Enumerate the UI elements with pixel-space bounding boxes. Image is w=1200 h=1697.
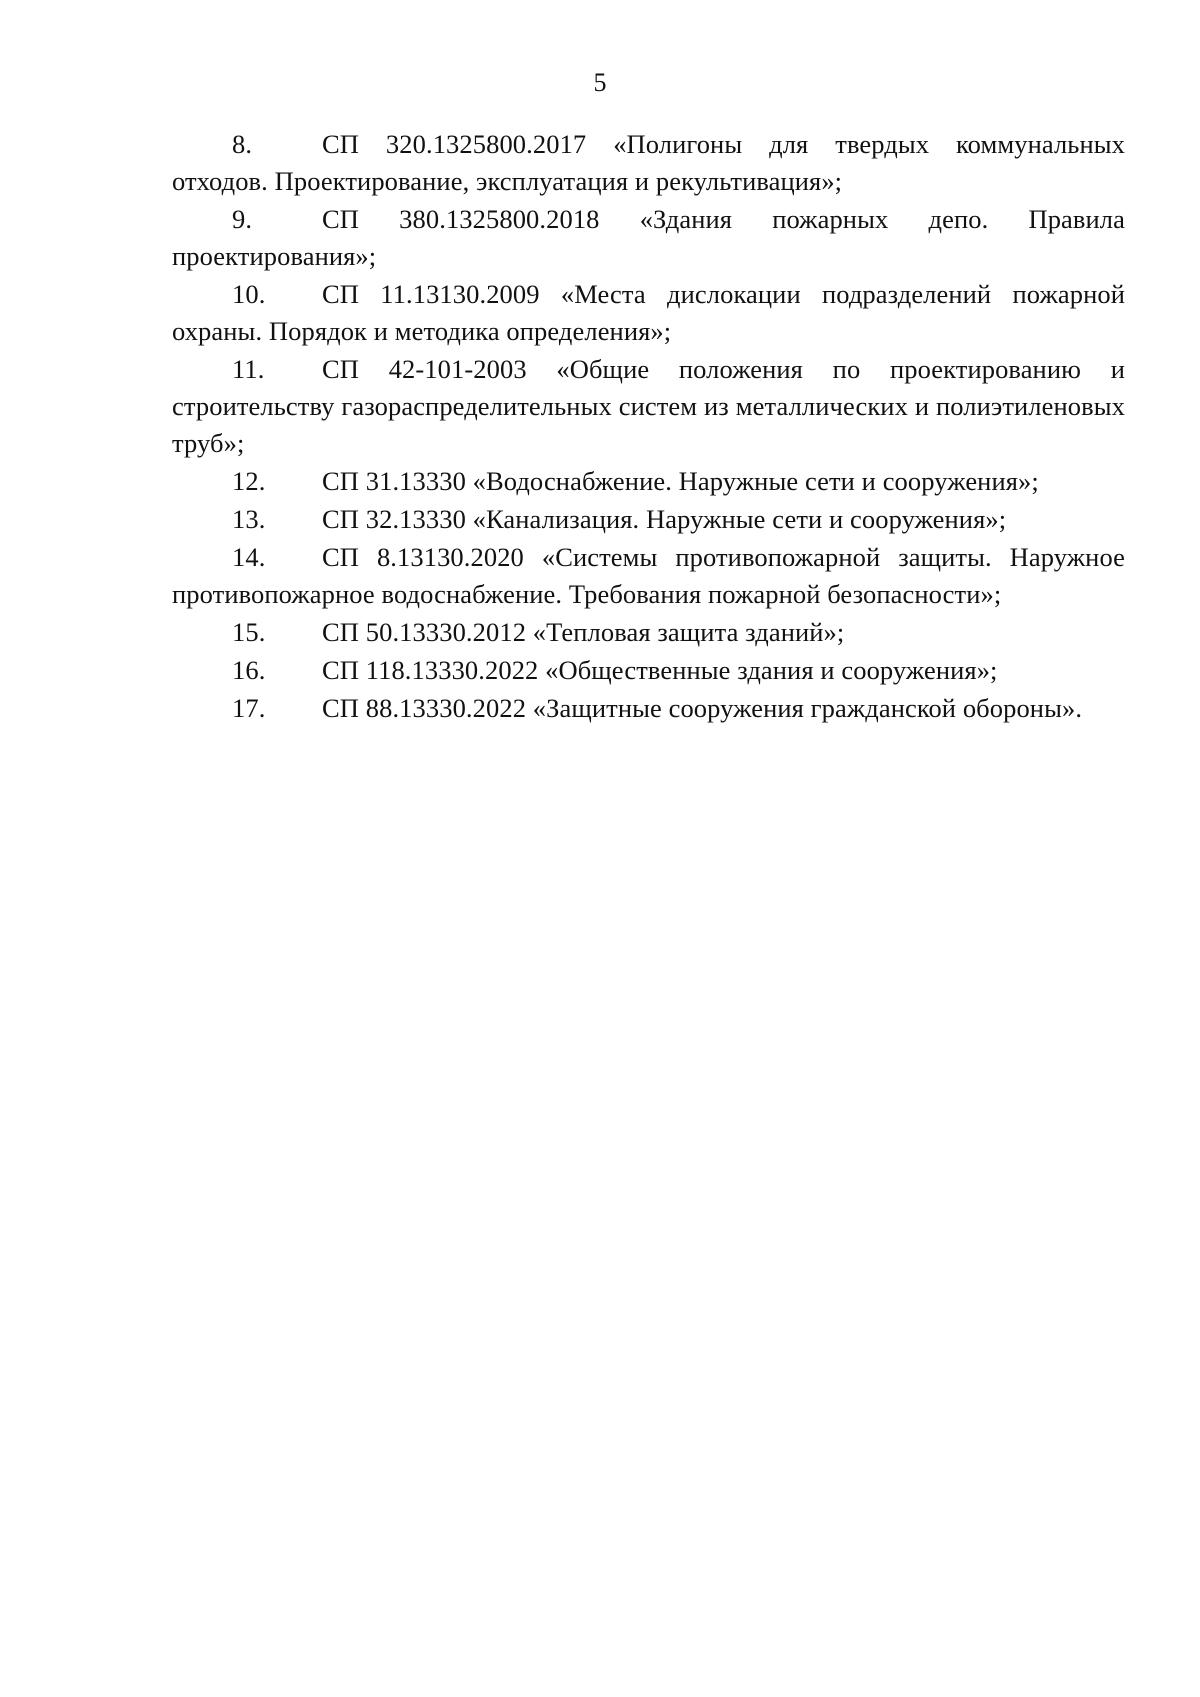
- list-item: [172, 351, 1125, 462]
- document-body: [172, 126, 1125, 728]
- list-item-text: СП 42-101-2003 «Общие положения по проектированию и строительству газораспределительных систем из металлических и полиэтиленовых труб»;: [172, 354, 1125, 458]
- list-item: [172, 126, 1125, 200]
- list-item-text: СП 8.13130.2020 «Системы противопожарной защиты. Наружное противопожарное водоснабжение. Требования пожарной безопасности»;: [172, 542, 1125, 609]
- list-item: [172, 539, 1125, 613]
- list-item-number: 17.: [232, 693, 266, 723]
- list-item: [172, 614, 1125, 651]
- list-item-number: 11.: [232, 354, 265, 384]
- list-item-text: СП 118.13330.2022 «Общественные здания и сооружения»;: [322, 655, 998, 685]
- list-item-text: СП 380.1325800.2018 «Здания пожарных депо. Правила проектирования»;: [172, 204, 1125, 271]
- list-item-number: 16.: [232, 655, 266, 685]
- list-item-number: 8.: [232, 129, 253, 159]
- list-item-text: СП 88.13330.2022 «Защитные сооружения гражданской обороны».: [322, 693, 1083, 723]
- list-item-text: СП 11.13130.2009 «Места дислокации подразделений пожарной охраны. Порядок и методика определения»;: [172, 279, 1125, 346]
- list-item-text: СП 50.13330.2012 «Тепловая защита зданий»;: [322, 617, 845, 647]
- list-item-number: 13.: [232, 504, 266, 534]
- list-item-number: 10.: [232, 279, 266, 309]
- list-item: [172, 201, 1125, 275]
- list-item-number: 14.: [232, 542, 266, 572]
- list-item-text: СП 32.13330 «Канализация. Наружные сети и сооружения»;: [322, 504, 1007, 534]
- page-number: 5: [593, 68, 607, 97]
- list-item-number: 15.: [232, 617, 266, 647]
- list-item: [172, 463, 1125, 500]
- list-item: [172, 690, 1125, 727]
- list-item-text: СП 320.1325800.2017 «Полигоны для твердых коммунальных отходов. Проектирование, эксплуатация и рекультивация»;: [172, 129, 1125, 196]
- list-item: [172, 276, 1125, 350]
- list-item-number: 12.: [232, 466, 266, 496]
- list-item: [172, 501, 1125, 538]
- list-item: [172, 652, 1125, 689]
- list-item-text: СП 31.13330 «Водоснабжение. Наружные сети и сооружения»;: [322, 466, 1039, 496]
- list-item-number: 9.: [232, 204, 253, 234]
